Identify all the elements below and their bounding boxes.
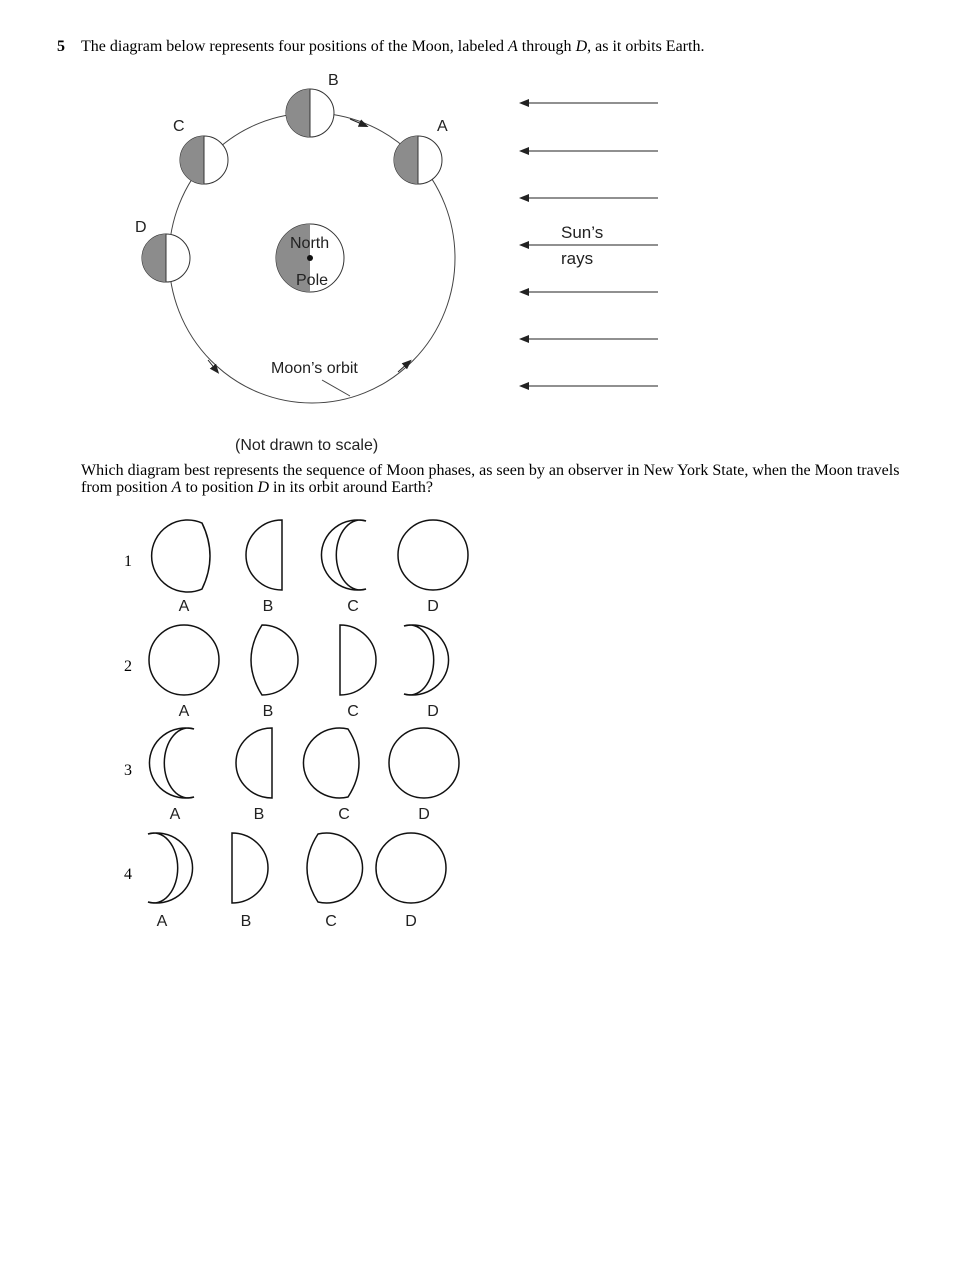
option-3-label-a: A [169,806,181,823]
option-1-label-c: C [347,598,359,615]
option-2-label-d: D [427,703,439,720]
option-3-label-c: C [338,806,350,823]
option-3-label-b: B [253,806,265,823]
option-2-label-c: C [347,703,359,720]
sun-rays-label-2: rays [561,249,594,268]
earth-label-north: North [290,235,330,252]
option-4-phase-c [307,833,363,903]
not-to-scale-note: (Not drawn to scale) [235,437,379,454]
option-4-label-a: A [156,913,168,930]
label-a: A [437,118,448,135]
prompt-text-3: in its orbit around Earth? [269,479,433,496]
option-4-phase-d [376,833,446,903]
option-4-phase-a [148,833,193,903]
label-d: D [135,219,147,236]
prompt-letter-d: D [257,479,270,496]
question-number: 5 [57,38,65,55]
stem-letter-a: A [508,38,518,55]
option-3-label-d: D [418,806,430,823]
stem-text-2: through [517,38,576,55]
option-4-label-d: D [405,913,417,930]
option-1-label-b: B [262,598,274,615]
option-4-label-c: C [325,913,337,930]
prompt-letter-a: A [171,479,182,496]
option-1-label-a: A [178,598,190,615]
label-b: B [328,72,339,89]
orbit-label: Moon’s orbit [271,360,358,377]
prompt-text-2: to position [181,479,258,496]
label-c: C [173,118,185,135]
option-4-phase-b [232,833,268,903]
option-2-label-a: A [178,703,190,720]
option-1-number[interactable]: 1 [124,553,132,570]
stem-letter-d: D [575,38,588,55]
option-4-label-b: B [240,913,252,930]
prompt-text-1: Which diagram best represents the sequence of Moon phases, as seen by an observer in New York State, when the Moon travels from position [81,462,900,496]
stem-text-1: The diagram below represents four positions of the Moon, labeled [81,38,508,55]
option-4-number[interactable]: 4 [124,866,132,883]
stem-text-3: , as it orbits Earth. [587,38,705,55]
earth-label-pole: Pole [296,272,329,289]
option-1-label-d: D [427,598,439,615]
option-2-number[interactable]: 2 [124,658,132,675]
sun-rays-label-1: Sun’s [561,223,604,242]
option-3-number[interactable]: 3 [124,762,132,779]
option-2-label-b: B [262,703,274,720]
